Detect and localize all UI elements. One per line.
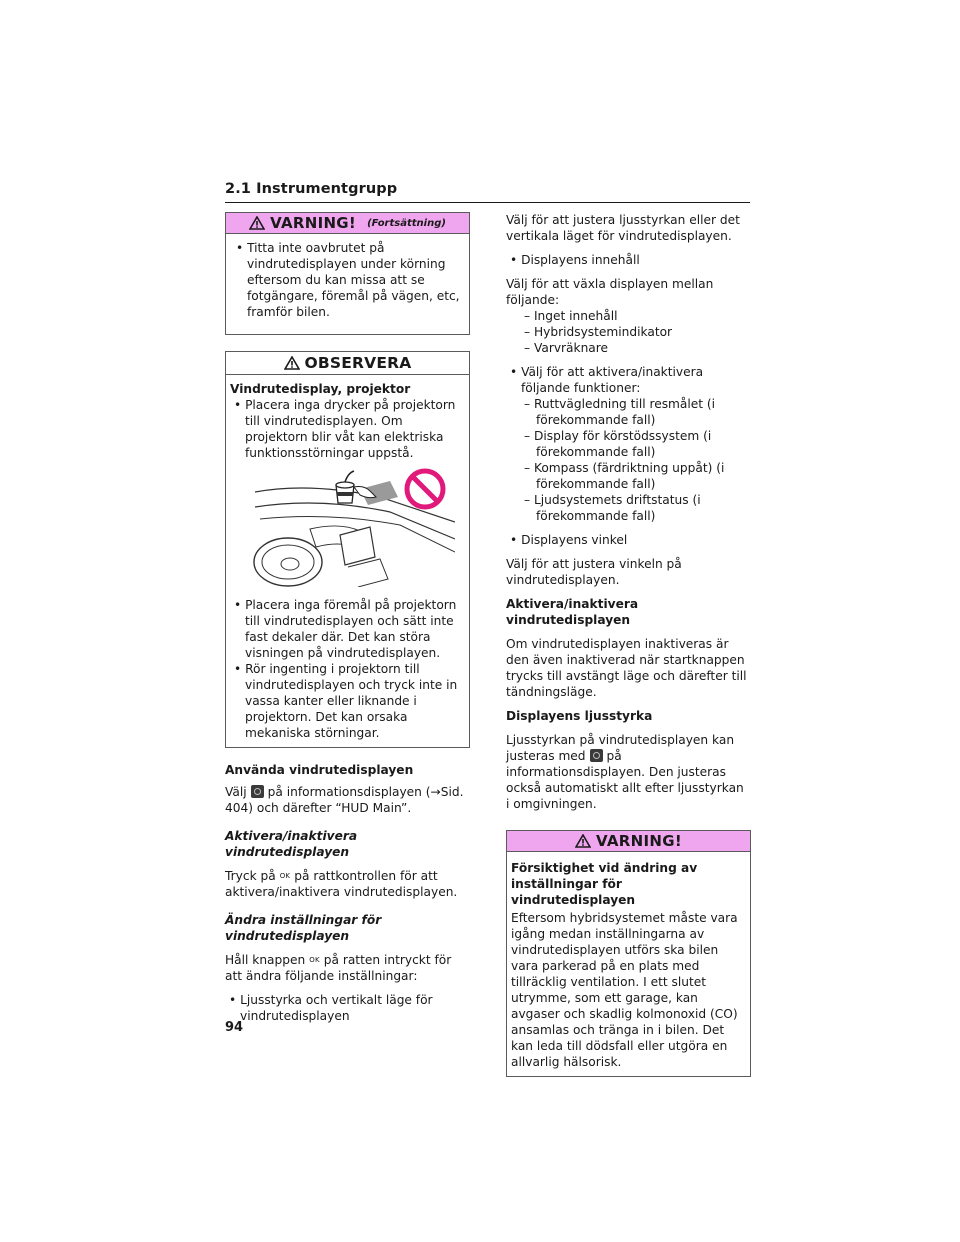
warning-subtitle: Försiktighet vid ändring av inställningar för vindrutedisplayen [511,861,698,907]
right-bullet-angle: • Displayens vinkel [510,533,628,547]
use-heading: Använda vindrutedisplayen [225,763,414,777]
warning-continued-box [225,212,470,335]
left-column [225,212,470,1030]
warning-title: VARNING! [596,832,682,850]
observera-box [225,351,470,748]
change-heading: Ändra inställningar för vindrutedisplayen [225,913,382,943]
warning-triangle-icon [575,834,591,848]
activate-text-a: Tryck på [225,869,276,883]
observera-header [226,352,469,375]
observera-bullet-2: • Placera inga föremål på projektorn till vindrutedisplayen och sätt inte fast dekaler där. Det kan störa visningen på vindrutedisplayen. [234,598,457,660]
right-p5-a: Ljusstyrkan på vindrutedisplayen kan justeras med [506,733,735,763]
change-text-a: Håll knappen [225,953,306,967]
right-sub-3: – Varvräknare [524,341,609,355]
use-text-a: Välj [225,785,247,799]
caution-triangle-icon [284,356,300,370]
change-bullet: • Ljusstyrka och vertikalt läge för vindrutedisplayen [229,993,433,1023]
dashboard-illustration [250,467,455,587]
right-bullet-content: • Displayens innehåll [510,253,640,267]
right-p3: Välj för att justera vinkeln på vindrutedisplayen. [506,557,682,587]
right-sub-4: – Ruttvägledning till resmålet (i förekommande fall) [524,397,716,427]
right-sub-6: – Kompass (färdriktning uppåt) (i förekommande fall) [524,461,725,491]
ok-button-icon: OK [279,872,291,880]
page-number: 94 [225,1020,244,1035]
settings-icon [251,785,264,798]
warning-box [506,830,751,1077]
activate-text-b: på rattkontrollen för att aktivera/inaktivera vindrutedisplayen. [225,869,458,899]
warning-header [226,213,469,234]
warning-suffix: (Fortsättning) [367,217,446,229]
section-header [225,178,750,203]
right-bullet-activate: • Välj för att aktivera/inaktivera följande funktioner: [510,365,704,395]
right-p2: Välj för att växla displayen mellan följande: [506,277,714,307]
right-sub-5: – Display för körstödssystem (i förekommande fall) [524,429,712,459]
activate-heading: Aktivera/inaktivera vindrutedisplayen [225,829,358,859]
change-paragraph [225,952,470,984]
observera-subtitle: Vindrutedisplay, projektor [230,382,411,396]
warning-bullet: • Titta inte oavbrutet på vindrutedisplayen under körning eftersom du kan missa att se fotgängare, föremål på vägen, etc, framför bilen. [236,241,460,319]
right-p1: Välj för att justera ljusstyrkan eller det vertikala läget för vindrutedisplayen. [506,213,740,243]
observera-bullet-1: • Placera inga drycker på projektorn till vindrutedisplayen. Om projektorn blir våt kan elektriska funktionsstörningar uppstå. [234,398,456,460]
right-sub-7: – Ljudsystemets driftstatus (i förekommande fall) [524,493,701,523]
right-sub-2: – Hybridsystemindikator [524,325,673,339]
warning-text: Eftersom hybridsystemet måste vara igång medan inställningarna av vindrutedisplayen utförs ska bilen vara parkerad på en plats med tillräcklig ventilation. I ett slutet utrymme, som ett garage, kan avgaser och skadlig kolmonoxid (CO) ansamlas och tränga in i bilen. Det kan leda till dödsfall eller utgöra en allvarlig hälsorisk. [511,911,738,1069]
section-title: 2.1 Instrumentgrupp [225,181,398,197]
right-column [506,212,751,1077]
right-p4: Om vindrutedisplayen inaktiveras är den även inaktiverad när startknappen trycks till avstängt läge och därefter till tändningsläge. [506,637,747,699]
settings-icon [590,749,603,762]
right-sub-1: – Inget innehåll [524,309,618,323]
warning-title: VARNING! [270,214,357,232]
use-text-b: på informationsdisplayen (→Sid. 404) och därefter “HUD Main”. [225,785,464,815]
right-p5 [506,732,751,812]
observera-bullet-3: • Rör ingenting i projektorn till vindrutedisplayen och tryck inte in vassa kanter eller liknande i projektorn. Det kan orsaka mekaniska störningar. [234,662,458,740]
right-p5-b: på informationsdisplayen. Den justeras också automatiskt allt efter ljusstyrkan i omgivningen. [506,749,744,811]
change-text-b: på ratten intryckt för att ändra följande inställningar: [225,953,452,983]
warning-triangle-icon [249,216,265,230]
warning-header [507,831,750,852]
ok-button-icon: OK [309,956,320,964]
observera-title: OBSERVERA [304,354,412,372]
right-heading-1: Aktivera/inaktivera vindrutedisplayen [506,597,639,627]
activate-paragraph [225,868,470,900]
use-paragraph [225,784,470,816]
right-heading-2: Displayens ljusstyrka [506,709,653,723]
